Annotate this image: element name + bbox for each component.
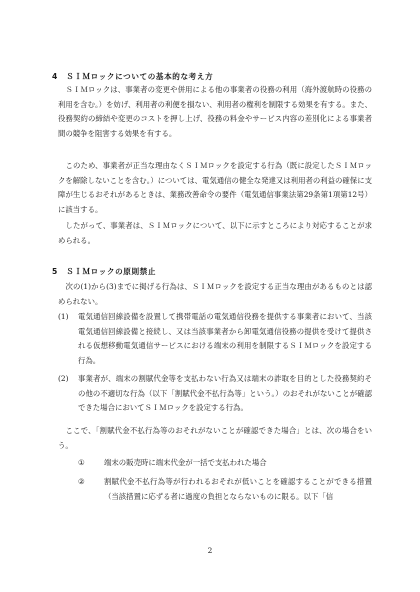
- section-4-paragraph-2: このため、事業者が正当な理由なくＳＩＭロックを設定する行為（既に設定したＳＩＭロックを解除しないことを含む。）については、電気通信の健全な発達又は利用者の利益の確保に支障が生じるおそれがあるときは、業務改善命令の要件（電気通信事業法第29条第1項第12号）に該当する。: [58, 161, 372, 214]
- section-4-paragraph-3: したがって、事業者は、ＳＩＭロックについて、以下に示すところにより対応することが求められる。: [58, 221, 372, 245]
- sub-list-item: [78, 475, 372, 504]
- list-item-text: 事業者が、端末の割賦代金等を支払わない行為又は端末の詐取を目的とした役務契約その他の不適切な行為（以下「割賦代金不払行為等」という。）のおそれがないことが確認できた場合においてＳＩＭロックを設定する行為。: [78, 374, 372, 413]
- section-5-heading: 5 ＳＩＭロックの原則禁止: [52, 267, 157, 276]
- section-5-case-paragraph: ここで、「割賦代金不払行為等のおそれがないことが確認できた場合」とは、次の場合をいう。: [58, 426, 372, 450]
- section-4-paragraph-1: ＳＩＭロックは、事業者の変更や併用による他の事業者の役務の利用（海外渡航時の役務の利用を含む。）を妨げ、利用者の利便を損ない、利用者の権利を制限する効果を有する。また、役務契約の締結や変更のコストを押し上げ、役務の料金やサービス内容の差別化による事業者間の競争を阻害する効果を有する。: [58, 85, 372, 138]
- sub-list-item-number: ②: [78, 477, 85, 486]
- sub-list-item-number: ①: [78, 458, 85, 467]
- list-item-number: (1): [58, 312, 69, 321]
- sub-list-item-text: 端末の販売時に端末代金が一括で支払われた場合: [104, 458, 267, 467]
- list-item-text: 電気通信回線設備を設置して携帯電話の電気通信役務を提供する事業者において、当該電気通信回線設備と接続し、又は当該事業者から卸電気通信役務の提供を受けて提供される仮想移動電気通信サービスにおける端末の利用を制限するＳＩＭロックを設定する行為。: [78, 312, 372, 365]
- list-item: [58, 372, 372, 416]
- section-4-heading: 4 ＳＩＭロックについての基本的な考え方: [52, 72, 214, 81]
- section-5-intro: 次の(1)から(3)までに掲げる行為は、ＳＩＭロックを設定する正当な理由があるものとは認められない。: [58, 282, 372, 306]
- list-item: [58, 310, 372, 368]
- sub-list-item: [78, 456, 372, 471]
- page-number: 2: [207, 546, 213, 555]
- sub-list-item-text: 割賦代金不払行為等が行われるおそれが低いことを確認することができる措置（当該措置に応ずる者に過度の負担とならないものに限る。以下「信: [104, 477, 372, 501]
- list-item-number: (2): [58, 374, 69, 383]
